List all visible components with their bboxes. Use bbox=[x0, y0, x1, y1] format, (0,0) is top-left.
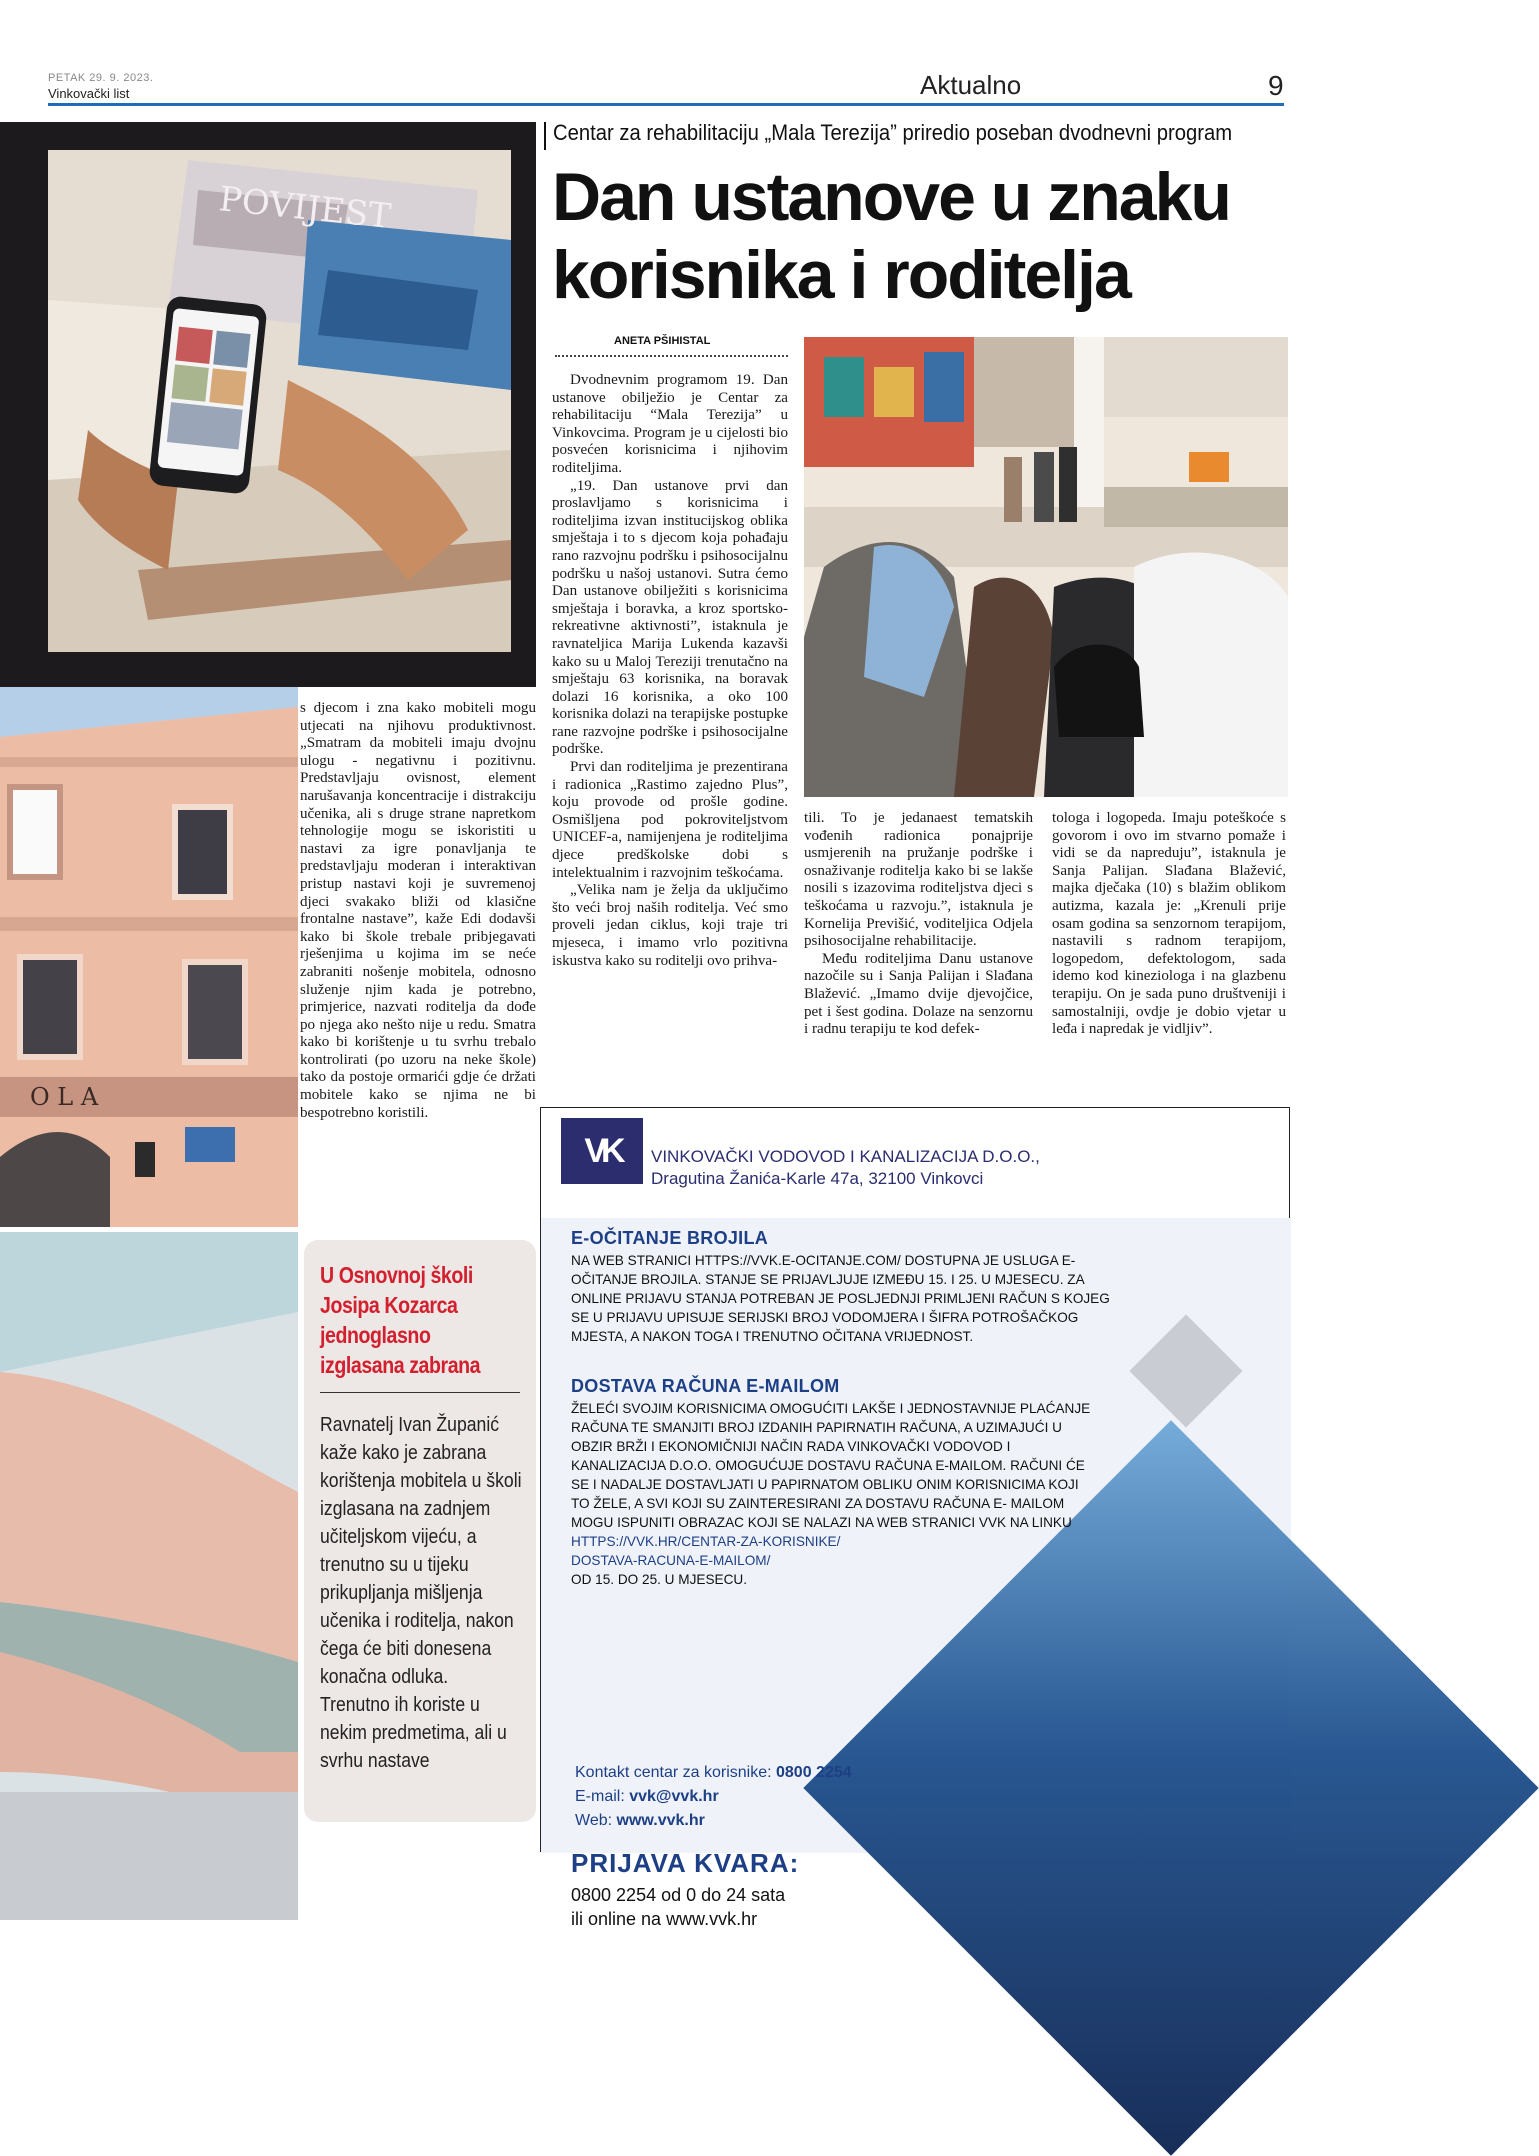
email-label: E-mail: bbox=[575, 1788, 625, 1805]
e-ocitanje-title: E-OČITANJE BROJILA bbox=[571, 1228, 769, 1248]
newspaper-name: Vinkovački list bbox=[48, 86, 130, 101]
ad-body bbox=[541, 1218, 1291, 1929]
article-paragraph: Dvodnevnim programom 19. Dan ustanove obilježio je Centar za rehabilitaciju “Mala Terezija” u Vinkovcima. Program je u cijelosti bio posvećen korisnicima i njihovim roditeljima. bbox=[552, 372, 788, 476]
byline-rule bbox=[555, 355, 788, 357]
ad-header bbox=[541, 1108, 1291, 1218]
article-paragraph: Među roditeljima Danu ustanove nazočile su i Sanja Palijan i Slađana Blažević. „Imamo dvije djevojčice, pet i šest godina. Dolaze na senzornu i radnu terapiju te kod defek- bbox=[804, 950, 1033, 1038]
article-paragraph: tologa i logopeda. Imaju poteškoće s govorom i ovo im stvarno pomaže i vidi se da napreduju”, istaknula je Sanja Palijan. Slađana Blažević, majka dječaka (10) s blažim oblikom autizma, kazala je: „Krenuli prije osam godina sa senzornom terapijom, nastavili s radnom terapijom, logopedom, defektologom, sada idemo kod kineziologa i na glazbenu terapiju. On je sada puno društveniji i samostalniji, ovdje je dobio vjetar u leđa i napredak je vidljiv”. bbox=[1052, 810, 1286, 1038]
kvar-title: PRIJAVA KVARA: bbox=[571, 1848, 800, 1878]
article-paragraph: „Velika nam je želja da uključimo što veći broj naših roditelja. Već smo proveli jedan ciklus, koji traje tri mjeseca, i imamo vrlo pozitivna iskustva kako su roditelji ovo prihva- bbox=[552, 882, 788, 969]
page-number: 9 bbox=[1268, 70, 1284, 101]
svg-text:O L A: O L A bbox=[30, 1083, 99, 1111]
company-address: Dragutina Žanića-Karle 47a, 32100 Vinkovci bbox=[651, 1169, 984, 1188]
article-paragraph: „19. Dan ustanove prvi dan proslavljamo s korisnicima i roditeljima izvan institucijskog oblika smještaja i to s djecom koja pohađaju rano razvojnu podršku i psihosocijalnu podršku u našoj ustanovi. Sutra ćemo Dan ustanove obilježiti s korisnicima smještaja i boravka, a kroz sportsko-rekreativne aktivnosti”, istaknula je ravnateljica Marija Lukenda kazavši kako su u Maloj Tereziji trenutačno na smještaju 63 korisnika, na boravak dolazi 16 korisnika, a oko 100 korisnika dolazi na terapijske postupke rane razvojne podrške i psihosocijalne podrške. bbox=[552, 477, 788, 758]
article-paragraph: s djecom i zna kako mobiteli mogu utjecati na njihovu produktivnost. „Smatram da mobiteli imaju dvojnu ulogu - negativnu i pozitivnu. Predstavljaju ovisnost, element narušavanja koncentracije i distrakciju učenika, ali s druge strane napretkom tehnologije mogu se iskoristiti u nastavi za igre ponavljanja te predstavljaju moderan i interaktivan pristup nastavi koji je suvremenoj djeci svakako bliži od klasične frontalne nastave”, kaže Edi dodavši kako bi škole trebale pribjegavati rješenjima u kojima im se neće zabraniti nošenje mobitela, odnosno služenje njim kada je potrebno, primjerice, nazvati roditelja da dođe po njega ako nešto nije u redu. Smatra kako bi korištenje u tu svrhu trebalo kontrolirati (po uzoru na neke škole) tako da postoje ormarići gdje će držati mobitele kako se njima ne bi bespotrebno koristili. bbox=[300, 700, 536, 1121]
vvk-advertisement bbox=[540, 1107, 1290, 1929]
svg-text:POVIJEST: POVIJEST bbox=[217, 179, 393, 237]
kvar-line-1: 0800 2254 od 0 do 24 sata bbox=[571, 1885, 786, 1905]
sidebar-body: Ravnatelj Ivan Županić kaže kako je zabrana korištenja mobitela u školi izglasana na zadnjem učiteljskom vijeću, a trenutno su u tijeku prikupljanja mišljenja učenika i roditelja, nakon čega će biti donesena konačna odluka. Trenutno ih koriste u nekim predmetima, ali u svrhu nastave bbox=[320, 1414, 522, 1772]
left-article-column bbox=[300, 700, 536, 1122]
dostava-period: OD 15. DO 25. U MJESECU. bbox=[571, 1572, 748, 1587]
kvar-line-2: ili online na www.vvk.hr bbox=[571, 1909, 758, 1929]
header-rule bbox=[48, 103, 1284, 106]
company-name: VINKOVAČKI VODOVOD I KANALIZACIJA D.O.O., bbox=[651, 1147, 1040, 1166]
contact-phone[interactable]: 0800 2254 bbox=[776, 1764, 852, 1781]
issue-date: PETAK 29. 9. 2023. bbox=[48, 72, 154, 84]
dostava-link[interactable]: HTTPS://VVK.HR/CENTAR-ZA-KORISNIKE/ DOSTAVA-RACUNA-E-MAILOM/ bbox=[571, 1534, 841, 1568]
grey-diamond-shape bbox=[1129, 1314, 1242, 1427]
e-ocitanje-text: NA WEB STRANICI HTTPS://VVK.E-OCITANJE.COM/ DOSTUPNA JE USLUGA E-OČITANJE BROJILA. STANJE SE PRIJAVLJUJE IZMEĐU 15. I 25. U MJESECU. ZA ONLINE PRIJAVU STANJA POTREBAN JE POSLJEDNJI PRIMLJENI RAČUN S KOJEG SE U PRIJAVU UPISUJE SERIJSKI BROJ VODOMJERA I ŠIFRA POTROŠAČKOG MJESTA, A NAKON TOGA I TRENUTNO OČITANA VRIJEDNOST. bbox=[571, 1253, 1110, 1344]
contact-label: Kontakt centar za korisnike: bbox=[575, 1764, 772, 1781]
e-ocitanje-section bbox=[571, 1228, 1111, 1346]
school-building-photo bbox=[0, 687, 298, 1227]
sidebar-box bbox=[304, 1240, 536, 1822]
article-kicker: Centar za rehabilitaciju „Mala Terezija” priredio poseban dvodnevni program bbox=[553, 120, 1233, 145]
contact-email[interactable]: vvk@vvk.hr bbox=[629, 1788, 719, 1805]
article-column-1 bbox=[552, 372, 788, 970]
article-headline: Dan ustanove u znaku korisnika i roditelja bbox=[552, 159, 1230, 313]
article-column-3 bbox=[1052, 810, 1286, 1039]
ad-company bbox=[651, 1146, 1040, 1190]
article-paragraph: tili. To je jedanaest tematskih vođenih radionica ponajprije usmjerenih na pružanje podrške i osnaživanje roditelja kako bi se lakše nosili s izazovima roditeljstva djeci s teškoćama u razvoju.”, istaknula je Kornelija Previšić, voditeljica Odjela psihosocijalne rehabilitacije. bbox=[804, 810, 1033, 950]
ad-contact-block bbox=[575, 1761, 852, 1833]
kicker-rule bbox=[544, 122, 546, 150]
arm-photo bbox=[0, 1232, 298, 1920]
sidebar-rule bbox=[320, 1392, 520, 1393]
dostava-title: DOSTAVA RAČUNA E-MAILOM bbox=[571, 1376, 840, 1396]
dostava-section bbox=[571, 1376, 1101, 1589]
article-column-2 bbox=[804, 810, 1033, 1039]
contact-web[interactable]: www.vvk.hr bbox=[616, 1812, 705, 1829]
kvar-section bbox=[571, 1848, 799, 1931]
vvk-logo bbox=[561, 1118, 643, 1184]
section-title: Aktualno bbox=[920, 70, 1022, 100]
event-photo bbox=[804, 337, 1288, 797]
sidebar-title: U Osnovnoj školi Josipa Kozarca jednoglasno izglasana zabrana bbox=[320, 1262, 481, 1378]
phone-photo bbox=[0, 122, 536, 687]
dostava-text: ŽELEĆI SVOJIM KORISNICIMA OMOGUĆITI LAKŠE I JEDNOSTAVNIJE PLAĆANJE RAČUNA TE SMANJITI BROJ IZDANIH PAPIRNATIH RAČUNA, A UZIMAJUĆI U OBZIR BRŽI I EKONOMIČNIJI NAČIN RADA VINKOVAČKI VODOVOD I KANALIZACIJA D.O.O. OMOGUĆUJE DOSTAVU RAČUNA E-MAILOM. RAČUNI ĆE SE I NADALJE DOSTAVLJATI U PAPIRNATOM OBLIKU ONIM KORISNICIMA KOJI TO ŽELE, A SVI KOJI SU ZAINTERESIRANI ZA DOSTAVU RAČUNA E- MAILOM MOGU ISPUNITI OBRAZAC KOJI SE NALAZI NA WEB STRANICI VVK NA LINKU bbox=[571, 1401, 1091, 1530]
web-label: Web: bbox=[575, 1812, 613, 1829]
article-paragraph: Prvi dan roditeljima je prezentirana i radionica „Rastimo zajedno Plus”, koju provode od prošle godine. Osmišljena pod pokroviteljstvom UNICEF-a, namijenjena je roditeljima djece predškolske dobi s intelektualnim i razvojnim teškoćama. bbox=[552, 759, 788, 881]
logo-text: VK bbox=[584, 1131, 620, 1170]
article-byline: ANETA PŠIHISTAL bbox=[614, 335, 711, 347]
